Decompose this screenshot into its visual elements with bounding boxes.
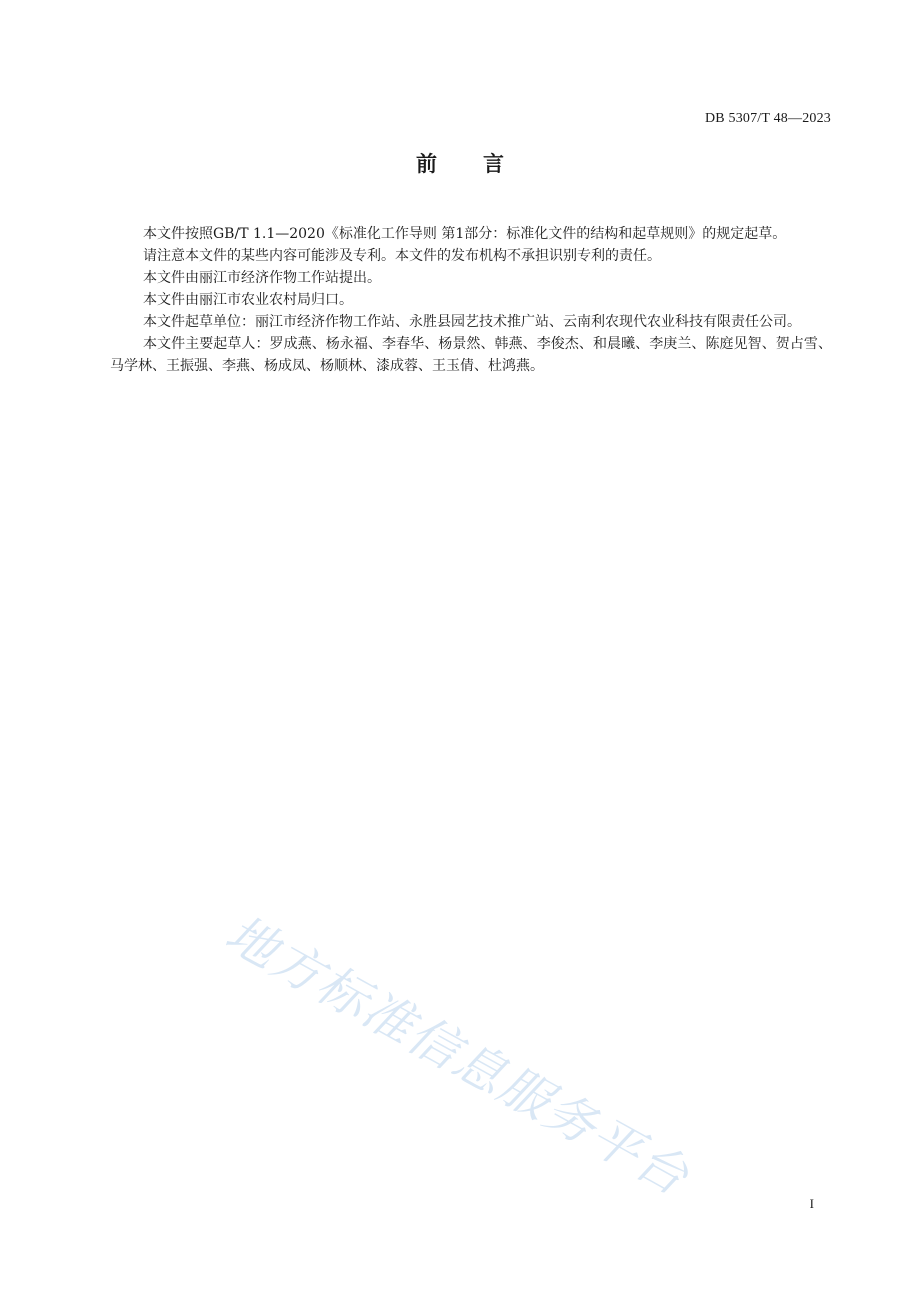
page-number: I [809,1196,814,1211]
paragraph-proposer: 本文件由丽江市经济作物工作站提出。 [143,270,381,286]
watermark: 地方标准信息服务平台 [216,904,699,1207]
title-char-left: 前 [416,152,437,176]
page-title [0,148,920,178]
paragraph-administrator: 本文件由丽江市农业农村局归口。 [143,292,353,308]
paragraph-patent-notice: 请注意本文件的某些内容可能涉及专利。本文件的发布机构不承担识别专利的责任。 [143,248,661,264]
paragraph-drafters: 本文件主要起草人：罗成燕、杨永福、李春华、杨景然、韩燕、李俊杰、和晨曦、李庚兰、陈庭见智、贺占雪、马学林、王振强、李燕、杨成凤、杨顺林、漆成蓉、王玉倩、杜鸿燕。 [110,336,832,374]
document-code: DB 5307/T 48—2023 [704,111,831,126]
foreword-body [110,223,832,377]
paragraph-drafting-units: 本文件起草单位：丽江市经济作物工作站、永胜县园艺技术推广站、云南利农现代农业科技有限责任公司。 [143,314,801,330]
title-char-right: 言 [483,152,504,176]
paragraph-drafting-basis: 本文件按照GB/T 1.1—2020《标准化工作导则 第1部分：标准化文件的结构和起草规则》的规定起草。 [143,226,787,242]
